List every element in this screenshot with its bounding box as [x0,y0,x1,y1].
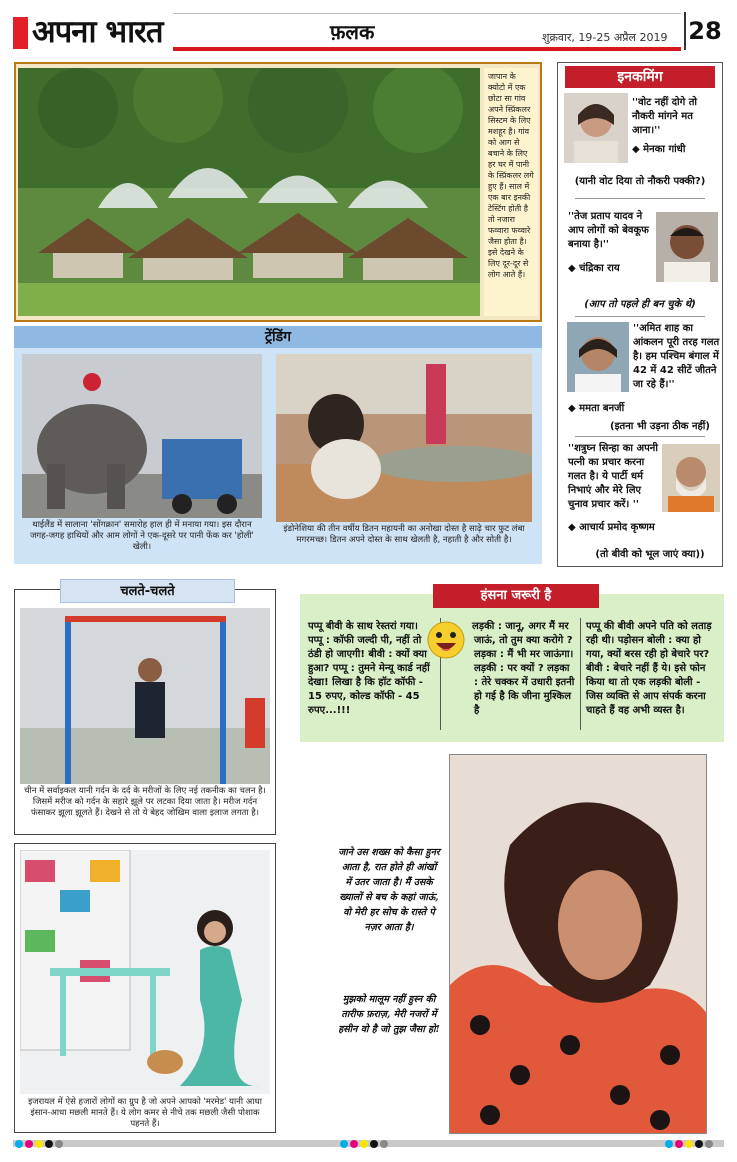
incoming-quote-4: ''शत्रुघ्न सिन्हा का अपनी पत्नी का प्रचार करना गलत है। ये पार्टी धर्म निभाएं और मेरे लिए चुनाव प्रचार करें। '' [568,443,658,510]
model-portrait-photo [449,754,707,1134]
incoming-speaker-2: ◆ चंद्रिका राय [568,263,620,274]
print-registration-dot [380,1140,388,1148]
incoming-note-2: (आप तो पहले ही बन चुके थे) [584,299,696,310]
elephant-caption: थाईलैंड में सालाना 'सोंगक्रान' समारोह हाल ही में मनाया गया। इस दौरान जगह-जगह हाथियों और आम लोगों ने एक-दूसरे पर पानी फेंक कर 'होली' खेली। [30,520,254,552]
poem-stanza-2: मुझको मालूम नहीं हुस्न की तारीफ फ़राज़, मेरी नजरों में हसीन वो है जो तुझ जैसा हो! [338,994,440,1035]
print-registration-dot [15,1140,23,1148]
joke-1: पप्पू बीवी के साथ रेस्तरां गया। पप्पू : कॉफी जल्दी पी, नहीं तो ठंडी हो जाएगी! बीवी : क्यों क्या हुआ? पप्पू : तुमने मेन्यू कार्ड नहीं देखा! लिखा है कि हॉट कॉफी - 15 रुपए, कोल्ड कॉफी - 45 रुपए...!!! [308,621,430,716]
print-registration-dot [665,1140,673,1148]
incoming-separator [575,436,705,437]
mamata-banerjee-photo [567,322,629,392]
mermaid-caption: इजरायल में ऐसे हजारों लोगों का ग्रुप है जो अपने आपको 'मरमेड' यानी आधा इंसान-आधा मछली मानते हैं। ये लोग कमर से नीचे तक मछली जैसी पोशाक पहनते हैं। [28,1097,262,1129]
crocodile-caption: इंडोनेशिया की तीन वर्षीय डितन महायनी का अनोखा दोस्त है साढ़े चार फुट लंबा मगरमच्छ। डितन अपने दोस्त के साथ खेलती है, नहाती है और सोती है। [283,524,525,545]
incoming-speaker-4: ◆ आचार्य प्रमोद कृष्णम [568,522,655,533]
print-registration-dot [695,1140,703,1148]
section-name: फ़लक [330,20,375,44]
incoming-note-1: (यानी वोट दिया तो नौकरी पक्की?) [574,176,706,187]
trending-title: ट्रेंडिंग [14,326,542,348]
maneka-gandhi-photo [564,93,628,163]
print-registration-dot [360,1140,368,1148]
elephant-songkran-photo [22,354,262,518]
village-sprinkler-photo [18,68,480,316]
neck-swing-caption: चीन में सर्वाइकल यानी गर्दन के दर्द के मरीजों के लिए नई तकनीक का चलन है। जिसमें मरीज को गर्दन के सहारे झूले पर लटका दिया जाता है। मरीज गर्दन फंसाकर झूला झूलते हैं। देखने से तो ये बेहद जोखिम वाला इलाज लगता है। [24,786,266,818]
print-registration-dot [350,1140,358,1148]
incoming-title: इनकमिंग [565,66,715,88]
joke-2: लड़की : जानू, अगर मैं मर जाऊं, तो तुम क्या करोगे ? लड़का : मैं भी मर जाऊंगा। लड़की : पर क्यों ? लड़का : तेरे चक्कर में उधारी इतनी हो गई है कि जीना मुश्किल है [472,621,575,716]
incoming-separator [575,316,705,317]
brand-logo: अपना भारत [32,14,163,50]
incoming-speaker-3: ◆ ममता बनर्जी [568,403,625,414]
incoming-separator [575,198,705,199]
mermaid-woman-photo [20,850,270,1094]
crocodile-child-photo [276,354,532,522]
incoming-quote-2: ''तेज प्रताप यादव ने आप लोगों को बेवकूफ बनाया है।'' [568,211,649,250]
print-registration-dot [55,1140,63,1148]
print-registration-dot [25,1140,33,1148]
incoming-note-3: (इतना भी उड़ना ठीक नहीं) [610,421,710,432]
chalte-chalte-title: चलते-चलते [60,579,235,603]
page-number: 28 [684,12,724,50]
incoming-quote-1: ''वोट नहीं दोगे तो नौकरी मांगने मत आना।'' [632,97,698,136]
print-registration-dot [705,1140,713,1148]
header-red-block [13,17,28,49]
chandrika-rai-photo [656,212,718,282]
print-registration-dot [675,1140,683,1148]
joke-3: पप्पू की बीवी अपने पति को लताड़ रही थी। पड़ोसन बोली : क्या हो गया, क्यों बरस रही हो बेचारे पर? बीवी : बेचारे नहीं हैं ये। इसे फोन किया था तो एक लड़की बोली - जिस व्यक्ति से आप संपर्क करना चाहते हैं वह अभी व्यस्त है। [586,621,712,716]
issue-date: शुक्रवार, 19-25 अप्रैल 2019 [542,31,668,44]
header-red-rule [173,47,681,51]
print-registration-dot [685,1140,693,1148]
header-top-rule [173,13,681,14]
print-registration-dot [340,1140,348,1148]
incoming-note-4: (तो बीवी को भूल जाएं क्या)) [595,549,705,560]
bottom-color-strip [13,1140,724,1147]
incoming-speaker-1: ◆ मेनका गांधी [632,144,686,155]
poem-stanza-1: जाने उस शख्स को कैसा हुनर आता है, रात होते ही आंखों में उतर जाता है। मैं उसके ख्यालों से बच के कहां जाऊं, वो मेरी हर सोच के रास्ते पे नज़र आता है। [338,847,440,933]
joke-divider [580,618,581,730]
print-registration-dot [370,1140,378,1148]
print-registration-dot [35,1140,43,1148]
neck-swing-photo [20,608,270,784]
hasna-jaruri-title: हंसना जरूरी है [433,584,599,608]
pramod-krishnam-photo [662,444,720,512]
print-registration-dot [45,1140,53,1148]
incoming-quote-3: ''अमित शाह का आंकलन पूरी तरह गलत है। हम पश्चिम बंगाल में 42 में 42 सीटें जीतने जा रहे हैं।'' [633,323,720,390]
village-description: जापान के क्योटो में एक छोटा सा गांव अपने स्प्रिंकलर सिस्टम के लिए मशहूर है। गांव को आग से बचाने के लिए हर घर में पानी के स्प्रिंकलर लगे हुए हैं। साल में एक बार इनकी टेस्टिंग होती है तो नजारा फव्वारा फव्वारे जैसा होता है। इसे देखने के लिए दूर-दूर से लोग आते हैं। [484,68,538,316]
